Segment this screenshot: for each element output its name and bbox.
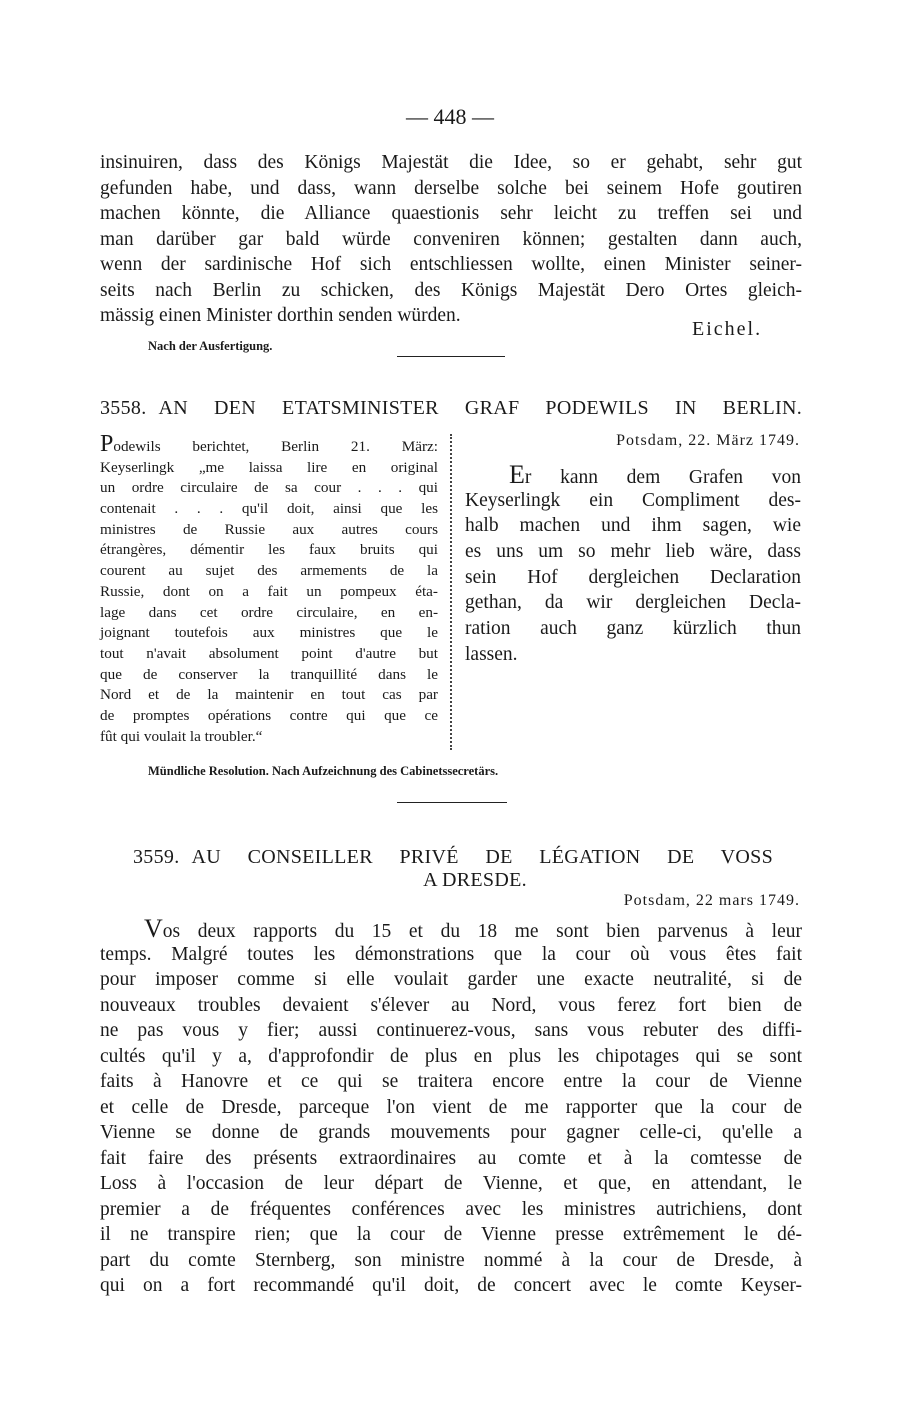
summary-line: étrangères, démentir les faux bruits qui — [100, 541, 438, 559]
letter-number: 3558. — [100, 397, 147, 419]
text-line: wenn der sardinische Hof sich entschliessen wollte, einen Minister seiner- — [100, 254, 802, 275]
resolution-line: halb machen und ihm sagen, wie — [465, 515, 801, 537]
letter-title: AN DEN ETATSMINISTER GRAF PODEWILS IN BERLIN. — [158, 397, 802, 419]
text-line: et celle de Dresde, parceque l'on vient de me rapporter que la cour de — [100, 1096, 802, 1118]
text-line: pour imposer comme si elle voulait garder une exacte neutralité, si de — [100, 969, 802, 990]
letter-heading — [133, 845, 773, 869]
summary-line: Podewils berichtet, Berlin 21. März: — [100, 431, 438, 457]
drop-cap: P — [100, 431, 114, 457]
summary-line: tout n'avait absolument point d'autre but — [100, 644, 438, 662]
dateline: Potsdam, 22. März 1749. — [616, 432, 800, 449]
text-line: cultés qu'il y a, d'approfondir de plus en plus les chipotages qui se sont — [100, 1045, 802, 1067]
summary-line: joignant toutefois aux ministres que le — [100, 624, 438, 642]
summary-line: contenait . . . qu'il doit, ainsi que les — [100, 500, 438, 518]
letter-body — [100, 916, 802, 1299]
text-line: ne pas vous y fier; aussi continuerez-vous, sans vous rebuter des diffi- — [100, 1020, 802, 1041]
source-note: Nach der Ausfertigung. — [148, 339, 273, 353]
text-line: temps. Malgré toutes les démonstrations que la cour où vous êtes fait — [100, 943, 802, 965]
resolution-line: sein Hof dergleichen Declaration — [465, 566, 801, 588]
letter-heading — [100, 396, 802, 420]
letter-title: AU CONSEILLER PRIVÉ DE LÉGATION DE VOSS — [191, 846, 773, 868]
resolution-line: Keyserlingk ein Compliment des- — [465, 489, 801, 511]
summary-line: Nord et de la maintenir en tout cas par — [100, 686, 438, 704]
signature: Eichel. — [692, 318, 763, 340]
text-line: nouveaux troubles devaient s'élever au Nord, vous ferez fort bien de — [100, 994, 802, 1016]
text-line: mässig einen Minister dorthin senden würden. — [100, 305, 461, 326]
summary-line: un ordre circulaire de sa cour . . . qui — [100, 479, 438, 497]
resolution-text — [465, 462, 801, 668]
section-divider — [397, 802, 507, 803]
resolution-line: lassen. — [465, 643, 518, 665]
text-line: premier a de fréquentes conférences avec les ministres autrichiens, dont — [100, 1198, 802, 1220]
text-line: man darüber gar bald würde conveniren können; gestalten dann auch, — [100, 228, 802, 250]
summary-line: Keyserlingk „me laissa lire en original — [100, 458, 438, 476]
section-divider — [397, 356, 505, 357]
dateline: Potsdam, 22 mars 1749. — [623, 892, 800, 909]
summary-line: de promptes opérations contre qui que ce — [100, 706, 438, 724]
text-line: seits nach Berlin zu schicken, des Königs Majestät Dero Ortes gleich- — [100, 279, 802, 301]
resolution-line: Er kann dem Grafen von — [509, 460, 801, 489]
drop-cap: E — [509, 460, 525, 489]
summary-line: lage dans cet ordre circulaire, en en- — [100, 603, 438, 621]
text-line: Loss à l'occasion de leur départ de Vienne, et que, en attendant, le — [100, 1173, 802, 1194]
text-line: gefunden habe, und dass, wann derselbe solche bei seinem Hofe goutiren — [100, 177, 802, 199]
summary-line: courent au sujet des armements de la — [100, 562, 438, 580]
resolution-line: es uns um so mehr lieb wäre, dass — [465, 541, 801, 563]
summary-line: que de conserver la tranquillité dans le — [100, 665, 438, 683]
text-line: part du comte Sternberg, son ministre nommé à la cour de Dresde, à — [100, 1249, 802, 1271]
column-divider — [450, 434, 452, 750]
text-line: Vienne se donne de grands mouvements pour gagner celle-ci, qu'elle a — [100, 1122, 802, 1143]
text-line: faits à Hanovre et ce qui se traitera encore entre la cour de Vienne — [100, 1071, 802, 1092]
letter-title-continued: A DRESDE. — [423, 869, 527, 891]
text-line: fait faire des présents extraordinaires au comte et à la comtesse de — [100, 1147, 802, 1169]
report-summary — [100, 431, 438, 747]
text-line: insinuiren, dass des Königs Majestät die Idee, so er gehabt, sehr gut — [100, 152, 802, 173]
text-line: qui on a fort recommandé qu'il doit, de concert avec le comte Keyser- — [100, 1275, 802, 1296]
text-line: Vos deux rapports du 15 et du 18 me sont bien parvenus à leur — [144, 914, 802, 943]
resolution-line: gethan, da wir dergleichen Decla- — [465, 592, 801, 614]
source-note: Mündliche Resolution. Nach Aufzeichnung des Cabinetssecretärs. — [148, 764, 499, 778]
page-number: — 448 — — [406, 104, 494, 129]
resolution-line: ration auch ganz kürzlich thun — [465, 618, 801, 640]
summary-line: Russie, dont on a fait un pompeux éta- — [100, 582, 438, 600]
letter-number: 3559. — [133, 846, 180, 868]
summary-line: ministres de Russie aux autres cours — [100, 520, 438, 538]
previous-letter-text — [100, 150, 802, 329]
text-line: il ne transpire rien; que la cour de Vienne presse extrêmement le dé- — [100, 1224, 802, 1245]
summary-line: fût qui voulait la troubler.“ — [100, 727, 263, 745]
drop-cap: V — [144, 914, 163, 943]
text-line: machen könnte, die Alliance quaestionis sehr leicht zu treffen sei und — [100, 203, 802, 224]
